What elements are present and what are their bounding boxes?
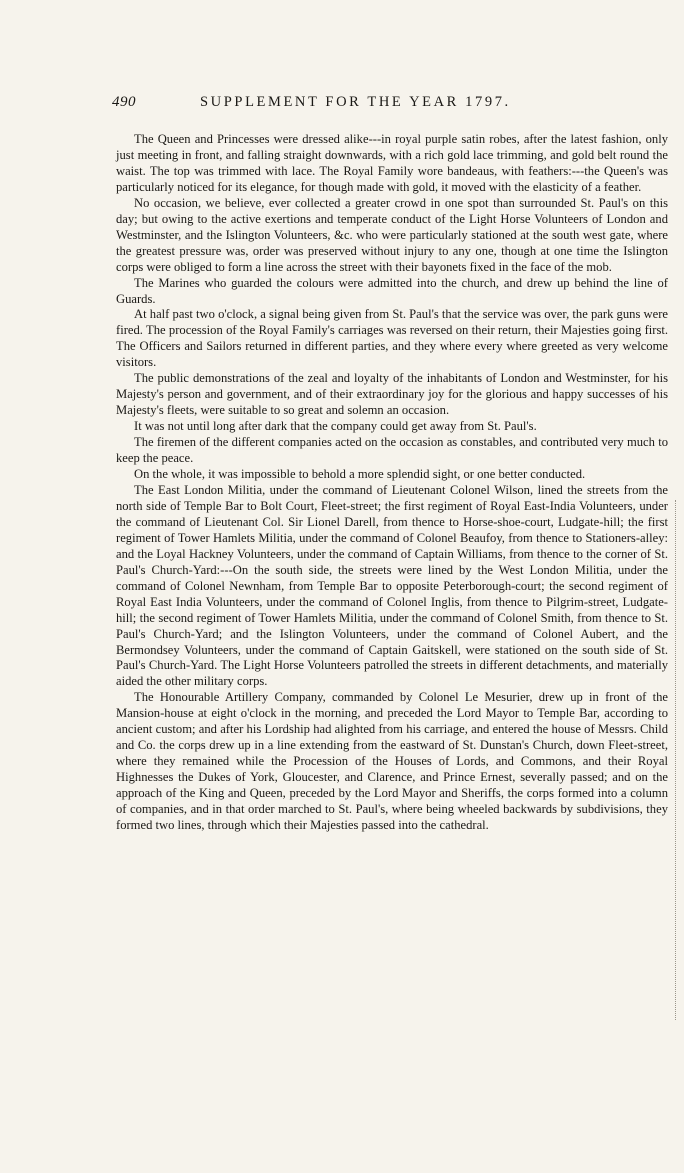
paragraph-crowd: No occasion, we believe, ever collected a greater crowd in one spot than surrounded St. Paul's on this day; but owing to the active exertions and temperate conduct of the Light Horse Volunteers of London and Westminster, and the Islington Volunteers, &c. who were particularly stationed at the south west gate, where the greatest pressure was, order was preserved without injury to any one, though at one time the Islington corps were obliged to form a line across the street with their bayonets fixed in the face of the mob. (116, 195, 668, 274)
page-edge-shadow (671, 500, 676, 1020)
paragraph-militia: The East London Militia, under the command of Lieutenant Colonel Wilson, lined the streets from the north side of Temple Bar to Bolt Court, Fleet-street; the first regiment of Royal East-India Volunteers, under the command of Lieutenant Col. Sir Lionel Darell, from thence to Horse-shoe-court, Ludgate-hill; the first regiment of Tower Hamlets Militia, under the command of Colonel Beaufoy, from thence to Stationers-alley: and the Loyal Hackney Volunteers, under the command of Captain Williams, from thence to the corner of St. Paul's Church-Yard:---On the south side, the streets were lined by the West London Militia, under the command of Colonel Newnham, from Temple Bar to opposite Peterborough-court; the second regiment of Royal East India Volunteers, under the command of Colonel Inglis, from thence to Pilgrim-street, Ludgate-hill; the second regiment of Tower Hamlets Militia, under the command of Colonel Smith, from thence to St. Paul's Church-Yard; and the Islington Volunteers, under the command of Colonel Aubert, and the Bermondsey Volunteers, under the command of Captain Gaitskell, were stationed on the south side of St. Paul's Church-Yard. The Light Horse Volunteers patrolled the streets in different detachments, and materially aided the other military corps. (116, 482, 668, 689)
paragraph-dress: The Queen and Princesses were dressed alike---in royal purple satin robes, after the latest fashion, only just meeting in front, and falling straight downwards, with a rich gold lace trimming, and gold belt round the waist. The top was trimmed with lace. The Royal Family wore bandeaus, with feathers:---the Queen's was particularly noticed for its elegance, for though made with gold, it moved with the elasticity of a feather. (116, 132, 668, 194)
paragraph-whole: On the whole, it was impossible to behold a more splendid sight, or one better conducted. (134, 467, 586, 482)
paragraph-after-dark: It was not until long after dark that the company could get away from St. Paul's. (134, 419, 537, 434)
paragraph-demonstrations: The public demonstrations of the zeal and loyalty of the inhabitants of London and Westminster, for his Majesty's person and government, and of their extraordinary joy for the glorious and happy successes of his Majesty's fleets, were suitable to so great and solemn an occasion. (116, 371, 668, 418)
paragraph-marines: The Marines who guarded the colours were admitted into the church, and drew up behind the line of Guards. (116, 275, 668, 306)
page-number: 490 (112, 94, 136, 110)
paragraph-artillery: The Honourable Artillery Company, commanded by Colonel Le Mesurier, drew up in front of the Mansion-house at eight o'clock in the morning, and preceded the Lord Mayor to Temple Bar, according to ancient custom; and after his Lordship had alighted from his carriage, and entered the house of Messrs. Child and Co. the corps drew up in a line extending from the eastward of St. Dunstan's Church, down Fleet-street, where they remained while the Procession of the Houses of Lords, and Commons, and their Royal Highnesses the Dukes of York, Gloucester, and Clarence, and Prince Ernest, severally passed; and on the approach of the King and Queen, preceded by the Lord Mayor and Sheriffs, the corps formed into a column of companies, and in that order marched to St. Paul's, where being wheeled backwards by subdivisions, they formed two lines, through which their Majesties passed into the cathedral. (116, 690, 668, 832)
page-header (112, 94, 672, 118)
running-title: SUPPLEMENT FOR THE YEAR 1797. (200, 94, 511, 110)
paragraph-signal: At half past two o'clock, a signal being given from St. Paul's that the service was over, the park guns were fired. The procession of the Royal Family's carriages was reversed on their return, their Majesties going first. The Officers and Sailors returned in different parties, and they where every where greeted as very welcome visitors. (116, 307, 668, 370)
paragraph-firemen: The firemen of the different companies acted on the occasion as constables, and contributed very much to keep the peace. (116, 435, 668, 466)
article-body (116, 132, 668, 834)
